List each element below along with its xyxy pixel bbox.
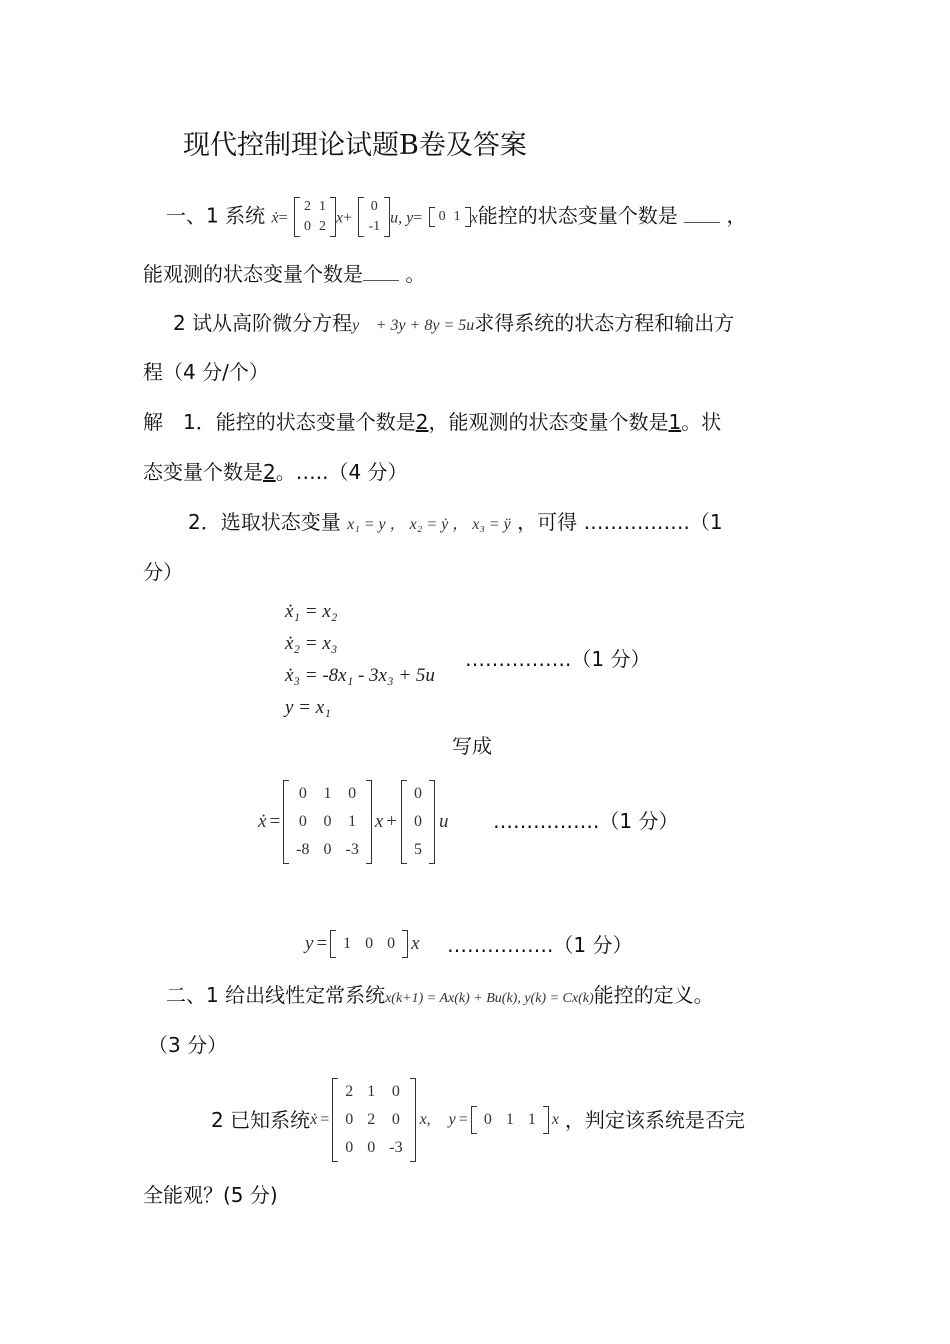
state-a-cell: -8 [296, 841, 310, 858]
ans2-vars: x₁ = y ， x₂ = ẏ ， x₃ = ÿ [347, 516, 511, 533]
ans2-score-3: …………….（1 分） [447, 933, 633, 957]
state-b-cell: 5 [413, 841, 422, 858]
q1-a-cell: 2 [303, 199, 311, 214]
write-as-label: 写成 [452, 734, 492, 758]
q1-xdot: ẋ [271, 209, 279, 227]
q1-b-cell: -1 [368, 219, 381, 234]
ans2-score-2: …………….（1 分） [493, 809, 679, 833]
q1-a-cell: 2 [318, 219, 326, 234]
state-b-cell: 0 [413, 813, 422, 830]
state-eq-2: ẋ₂ = x₃ [285, 633, 338, 654]
sec2-a-cell: 2 [345, 1083, 354, 1100]
ans1-text-a: 解 1．能控的状态变量个数是 [143, 410, 416, 434]
sec2-a-cell: 0 [345, 1111, 354, 1128]
output-c-cell: 0 [387, 935, 396, 952]
q1-c-cell: 0 [438, 209, 446, 224]
ans1-line-2 [143, 458, 408, 486]
ans1-text-b: ，能观测的状态变量个数是 [428, 410, 669, 434]
sec2-a-cell: -3 [389, 1139, 403, 1156]
state-a-cell: 0 [298, 813, 307, 830]
output-eq: y = x₁ [285, 697, 331, 718]
sec2-a-cell: 0 [345, 1139, 354, 1156]
state-a-cell: -3 [345, 841, 359, 858]
q1-c-matrix [429, 207, 471, 227]
sec2-c-cell: 1 [527, 1111, 536, 1128]
q1-prefix: 一、1 系统 [166, 203, 266, 228]
q1-comma: ， [726, 203, 747, 228]
output-c-cell: 1 [343, 935, 352, 952]
state-a-matrix [283, 780, 372, 864]
sec2-c-cell: 0 [483, 1111, 492, 1128]
q2-ode: y⃛ + 3y + 8y = 5u [352, 317, 475, 334]
q1-line: 一、1 系统 ẋ= 2 1 0 2 x+ 0 -1 u, y= 0 1 x能控的状态变量个数是 ， [166, 197, 746, 237]
sec2-a-cell: 2 [367, 1111, 376, 1128]
ans1-text-c: 。状 [681, 410, 722, 434]
sec2-q2-suffix: ，判定该系统是否完 [564, 1108, 745, 1132]
sec2-a-cell: 0 [391, 1083, 400, 1100]
output-c-cell: 0 [365, 935, 374, 952]
q2-prefix: 2 试从高阶微分方程 [173, 311, 353, 335]
ans1-state-count: 2 [263, 460, 276, 484]
q2-cont: 程（4 分/个） [143, 360, 269, 384]
ans1-controllable-count: 2 [415, 410, 429, 434]
sec2-q2-prefix: 2 已知系统 [211, 1108, 311, 1132]
sec2-a-cell: 1 [367, 1083, 376, 1100]
sec2-c-cell: 1 [505, 1111, 514, 1128]
state-a-cell: 0 [323, 841, 332, 858]
sec2-a-cell: 0 [391, 1111, 400, 1128]
q1-b-cell: 0 [370, 199, 378, 214]
q1-blank-1[interactable] [684, 204, 720, 223]
ans2-line-1 [188, 508, 723, 539]
q1-b-matrix [358, 197, 390, 237]
ans2-prefix: 2．选取状态变量 [188, 510, 341, 534]
q1-a-cell: 0 [303, 219, 311, 234]
sec2-q1-suffix: 能控的定义。 [593, 983, 714, 1007]
state-b-cell: 0 [413, 785, 422, 802]
state-a-cell: 0 [348, 785, 357, 802]
ans2-cont: 分） [143, 560, 183, 584]
q1-a-cell: 1 [318, 199, 326, 214]
state-a-cell: 0 [323, 813, 332, 830]
matrix-state-eq: ẋ = 0 1 0 0 0 1 -8 0 -3 x + 0 0 5 u [258, 776, 448, 868]
state-eq-3: ẋ₃ = -8x₁ - 3x₃ + 5u [285, 665, 435, 686]
q1-text1: 能控的状态变量个数是 [477, 203, 678, 228]
state-a-cell: 1 [348, 813, 357, 830]
ans2-suffix: ，可得 …………….（1 [517, 510, 723, 534]
sec2-c-matrix [471, 1106, 549, 1134]
q1-end: 。 [405, 262, 426, 286]
output-c-matrix [330, 930, 408, 958]
matrix-output-eq: y = 1 0 0 x [305, 930, 420, 958]
sec2-q2-line: 2 已知系统 ẋ = 2 1 0 0 2 0 0 0 -3 x, y = 0 1 1 x ，判定该系统是否完 [211, 1078, 745, 1162]
q1-line-2 [143, 260, 425, 288]
sec2-q1-eq: x(k+1) = Ax(k) + Bu(k), y(k) = Cx(k) [385, 991, 594, 1006]
ans1-observable-count: 1 [668, 410, 682, 434]
ans1-text-d: 态变量个数是 [143, 460, 263, 484]
ans1-line-1 [143, 408, 721, 436]
state-a-cell: 1 [323, 785, 332, 802]
sec2-q1-prefix: 二、1 给出线性定常系统 [166, 983, 386, 1007]
state-a-cell: 0 [298, 785, 307, 802]
sec2-q1-score: （3 分） [148, 1033, 228, 1057]
sec2-a-matrix [332, 1078, 415, 1162]
sec2-q1-line [166, 981, 714, 1013]
state-eq-1: ẋ₁ = x₂ [285, 601, 338, 622]
sec2-a-cell: 0 [367, 1139, 376, 1156]
q1-c-cell: 1 [453, 209, 461, 224]
q1-text2: 能观测的状态变量个数是 [143, 262, 363, 286]
q2-text: 求得系统的状态方程和输出方 [474, 311, 735, 335]
state-b-matrix [401, 780, 435, 864]
page-title: 现代控制理论试题B卷及答案 [183, 130, 527, 161]
q1-blank-2[interactable] [363, 262, 399, 281]
ans2-score-1: …………….（1 分） [465, 647, 651, 671]
q1-a-matrix [294, 197, 336, 237]
sec2-q2-cont: 全能观？(5 分) [143, 1183, 278, 1207]
q2-line [173, 309, 734, 340]
ans1-text-e: 。…..（4 分） [275, 460, 408, 484]
